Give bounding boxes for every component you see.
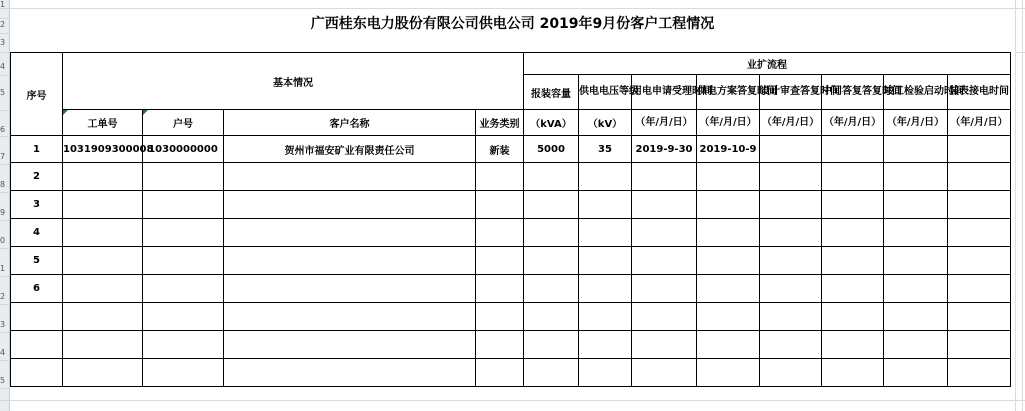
customer-name-cell[interactable] <box>224 331 476 359</box>
work-order-cell[interactable] <box>63 191 143 219</box>
inspect-time-cell[interactable] <box>884 247 948 275</box>
inspect-time-cell[interactable] <box>884 331 948 359</box>
customer-name-cell[interactable] <box>224 303 476 331</box>
header-date-unit[interactable]: （年/月/日） <box>884 110 948 136</box>
voltage-cell[interactable] <box>579 303 632 331</box>
plan-time-cell[interactable] <box>697 163 760 191</box>
row-number[interactable]: 4 <box>0 62 6 71</box>
apply-time-cell[interactable] <box>632 275 697 303</box>
voltage-cell[interactable] <box>579 275 632 303</box>
table-row <box>11 191 1011 219</box>
plan-time-cell[interactable] <box>697 275 760 303</box>
work-order-cell[interactable] <box>63 247 143 275</box>
design-time-cell[interactable] <box>760 247 822 275</box>
mid-time-cell[interactable] <box>822 275 884 303</box>
customer-name-cell[interactable] <box>224 191 476 219</box>
design-time-cell[interactable] <box>760 163 822 191</box>
capacity-cell[interactable] <box>524 359 579 387</box>
apply-time-cell[interactable] <box>632 303 697 331</box>
header-account-no[interactable]: 户号 <box>143 110 224 136</box>
header-date-unit[interactable]: （年/月/日） <box>760 110 822 136</box>
table-row <box>11 247 1011 275</box>
business-type-cell[interactable] <box>476 191 524 219</box>
header-date-unit[interactable]: （年/月/日） <box>948 110 1011 136</box>
table-row <box>11 136 1011 163</box>
table-row <box>11 163 1011 191</box>
header-voltage-unit[interactable]: （kV） <box>579 110 632 136</box>
design-time-cell[interactable] <box>760 303 822 331</box>
row-number[interactable]: 6 <box>0 125 6 134</box>
mid-time-cell[interactable] <box>822 136 884 163</box>
header-install-time[interactable]: 装表接电时间 <box>948 75 1011 110</box>
row-number[interactable]: 4 <box>0 348 6 357</box>
row-seq-cell[interactable]: 4 <box>11 219 63 247</box>
voltage-cell[interactable] <box>579 191 632 219</box>
account-cell[interactable] <box>143 247 224 275</box>
header-capacity[interactable]: 报装容量 <box>524 75 579 110</box>
table-row <box>11 359 1011 387</box>
row-seq-cell[interactable]: 2 <box>11 163 63 191</box>
header-inspect-time[interactable]: 竣工检验启动时间 <box>884 75 948 110</box>
row-number[interactable]: 2 <box>0 20 6 29</box>
inspect-time-cell[interactable] <box>884 303 948 331</box>
capacity-cell[interactable] <box>524 275 579 303</box>
work-order-cell[interactable] <box>63 359 143 387</box>
row-header-gutter <box>0 0 10 411</box>
install-time-cell[interactable] <box>948 163 1011 191</box>
customer-project-table <box>10 52 1011 387</box>
row-number[interactable]: 5 <box>0 88 6 97</box>
design-time-cell[interactable] <box>760 331 822 359</box>
row-number[interactable]: 2 <box>0 292 6 301</box>
header-work-order-no[interactable]: 工单号 <box>63 110 143 136</box>
customer-name-cell[interactable] <box>224 219 476 247</box>
row-number[interactable]: 5 <box>0 376 6 385</box>
install-time-cell[interactable] <box>948 303 1011 331</box>
row-seq-cell[interactable] <box>11 359 63 387</box>
work-order-cell[interactable] <box>63 163 143 191</box>
row-number[interactable]: 3 <box>0 320 6 329</box>
plan-time-cell[interactable] <box>697 191 760 219</box>
voltage-cell[interactable] <box>579 247 632 275</box>
business-type-cell[interactable] <box>476 303 524 331</box>
account-cell[interactable] <box>143 359 224 387</box>
mid-time-cell[interactable] <box>822 359 884 387</box>
header-design-time[interactable]: 设计审查答复时间 <box>760 75 822 110</box>
inspect-time-cell[interactable] <box>884 359 948 387</box>
table-row <box>11 219 1011 247</box>
apply-time-cell[interactable] <box>632 331 697 359</box>
row-seq-cell[interactable] <box>11 303 63 331</box>
work-order-cell[interactable] <box>63 331 143 359</box>
business-type-cell[interactable] <box>476 219 524 247</box>
work-order-cell[interactable] <box>63 275 143 303</box>
mid-time-cell[interactable] <box>822 163 884 191</box>
capacity-cell[interactable] <box>524 331 579 359</box>
account-cell[interactable] <box>143 331 224 359</box>
plan-time-cell[interactable] <box>697 359 760 387</box>
plan-time-cell[interactable]: 2019-10-9 <box>697 136 760 163</box>
header-date-unit[interactable]: （年/月/日） <box>632 110 697 136</box>
account-cell[interactable]: 1030000000 <box>143 136 224 163</box>
business-type-cell[interactable] <box>476 331 524 359</box>
header-seq[interactable]: 序号 <box>11 53 63 136</box>
account-cell[interactable] <box>143 219 224 247</box>
table-row <box>11 275 1011 303</box>
mid-time-cell[interactable] <box>822 331 884 359</box>
account-cell[interactable] <box>143 275 224 303</box>
account-cell[interactable] <box>143 163 224 191</box>
row-number[interactable]: 9 <box>0 208 6 217</box>
voltage-cell[interactable] <box>579 359 632 387</box>
inspect-time-cell[interactable] <box>884 219 948 247</box>
header-plan-time[interactable]: 供电方案答复时间 <box>697 75 760 110</box>
capacity-cell[interactable] <box>524 191 579 219</box>
row-number[interactable]: 7 <box>0 152 6 161</box>
capacity-cell[interactable] <box>524 303 579 331</box>
customer-name-cell[interactable]: 贺州市福安矿业有限责任公司 <box>224 136 476 163</box>
voltage-cell[interactable] <box>579 163 632 191</box>
sheet-title[interactable]: 广西桂东电力股份有限公司供电公司 2019年9月份客户工程情况 <box>310 16 715 32</box>
header-process[interactable]: 业扩流程 <box>524 53 1011 75</box>
table-row <box>11 303 1011 331</box>
account-cell[interactable] <box>143 303 224 331</box>
customer-name-cell[interactable] <box>224 247 476 275</box>
apply-time-cell[interactable] <box>632 247 697 275</box>
voltage-cell[interactable] <box>579 331 632 359</box>
customer-name-cell[interactable] <box>224 275 476 303</box>
row-number[interactable]: 0 <box>0 236 6 245</box>
row-seq-cell[interactable]: 1 <box>11 136 63 163</box>
inspect-time-cell[interactable] <box>884 191 948 219</box>
row-seq-cell[interactable]: 5 <box>11 247 63 275</box>
work-order-cell[interactable] <box>63 219 143 247</box>
header-mid-time[interactable]: 中间答复答复时间 <box>822 75 884 110</box>
row-number[interactable]: 8 <box>0 180 6 189</box>
header-basic-info[interactable]: 基本情况 <box>63 53 524 110</box>
design-time-cell[interactable] <box>760 191 822 219</box>
design-time-cell[interactable] <box>760 275 822 303</box>
work-order-cell[interactable] <box>63 303 143 331</box>
plan-time-cell[interactable] <box>697 303 760 331</box>
install-time-cell[interactable] <box>948 247 1011 275</box>
apply-time-cell[interactable] <box>632 163 697 191</box>
header-business-type[interactable]: 业务类别 <box>476 110 524 136</box>
business-type-cell[interactable] <box>476 163 524 191</box>
install-time-cell[interactable] <box>948 331 1011 359</box>
mid-time-cell[interactable] <box>822 247 884 275</box>
row-number[interactable]: 1 <box>0 264 6 273</box>
plan-time-cell[interactable] <box>697 219 760 247</box>
customer-name-cell[interactable] <box>224 163 476 191</box>
plan-time-cell[interactable] <box>697 247 760 275</box>
voltage-cell[interactable]: 35 <box>579 136 632 163</box>
install-time-cell[interactable] <box>948 219 1011 247</box>
apply-time-cell[interactable] <box>632 191 697 219</box>
apply-time-cell[interactable] <box>632 219 697 247</box>
customer-name-cell[interactable] <box>224 359 476 387</box>
install-time-cell[interactable] <box>948 275 1011 303</box>
business-type-cell[interactable]: 新装 <box>476 136 524 163</box>
capacity-cell[interactable] <box>524 163 579 191</box>
business-type-cell[interactable] <box>476 247 524 275</box>
mid-time-cell[interactable] <box>822 219 884 247</box>
install-time-cell[interactable] <box>948 359 1011 387</box>
capacity-cell[interactable]: 5000 <box>524 136 579 163</box>
header-voltage[interactable]: 供电电压等级 <box>579 75 632 110</box>
row-number[interactable]: 3 <box>0 38 6 47</box>
design-time-cell[interactable] <box>760 359 822 387</box>
capacity-cell[interactable] <box>524 219 579 247</box>
plan-time-cell[interactable] <box>697 331 760 359</box>
work-order-cell[interactable]: 1031909300008 <box>63 136 143 163</box>
business-type-cell[interactable] <box>476 359 524 387</box>
inspect-time-cell[interactable] <box>884 163 948 191</box>
row-seq-cell[interactable] <box>11 331 63 359</box>
mid-time-cell[interactable] <box>822 303 884 331</box>
mid-time-cell[interactable] <box>822 191 884 219</box>
design-time-cell[interactable] <box>760 136 822 163</box>
inspect-time-cell[interactable] <box>884 136 948 163</box>
apply-time-cell[interactable]: 2019-9-30 <box>632 136 697 163</box>
row-seq-cell[interactable]: 3 <box>11 191 63 219</box>
design-time-cell[interactable] <box>760 219 822 247</box>
install-time-cell[interactable] <box>948 191 1011 219</box>
inspect-time-cell[interactable] <box>884 275 948 303</box>
header-date-unit[interactable]: （年/月/日） <box>822 110 884 136</box>
account-cell[interactable] <box>143 191 224 219</box>
voltage-cell[interactable] <box>579 219 632 247</box>
header-apply-time[interactable]: 用电申请受理时间 <box>632 75 697 110</box>
row-number[interactable]: 1 <box>0 0 6 9</box>
business-type-cell[interactable] <box>476 275 524 303</box>
apply-time-cell[interactable] <box>632 359 697 387</box>
capacity-cell[interactable] <box>524 247 579 275</box>
row-seq-cell[interactable]: 6 <box>11 275 63 303</box>
header-customer-name[interactable]: 客户名称 <box>224 110 476 136</box>
table-row <box>11 331 1011 359</box>
install-time-cell[interactable] <box>948 136 1011 163</box>
header-date-unit[interactable]: （年/月/日） <box>697 110 760 136</box>
header-capacity-unit[interactable]: （kVA） <box>524 110 579 136</box>
